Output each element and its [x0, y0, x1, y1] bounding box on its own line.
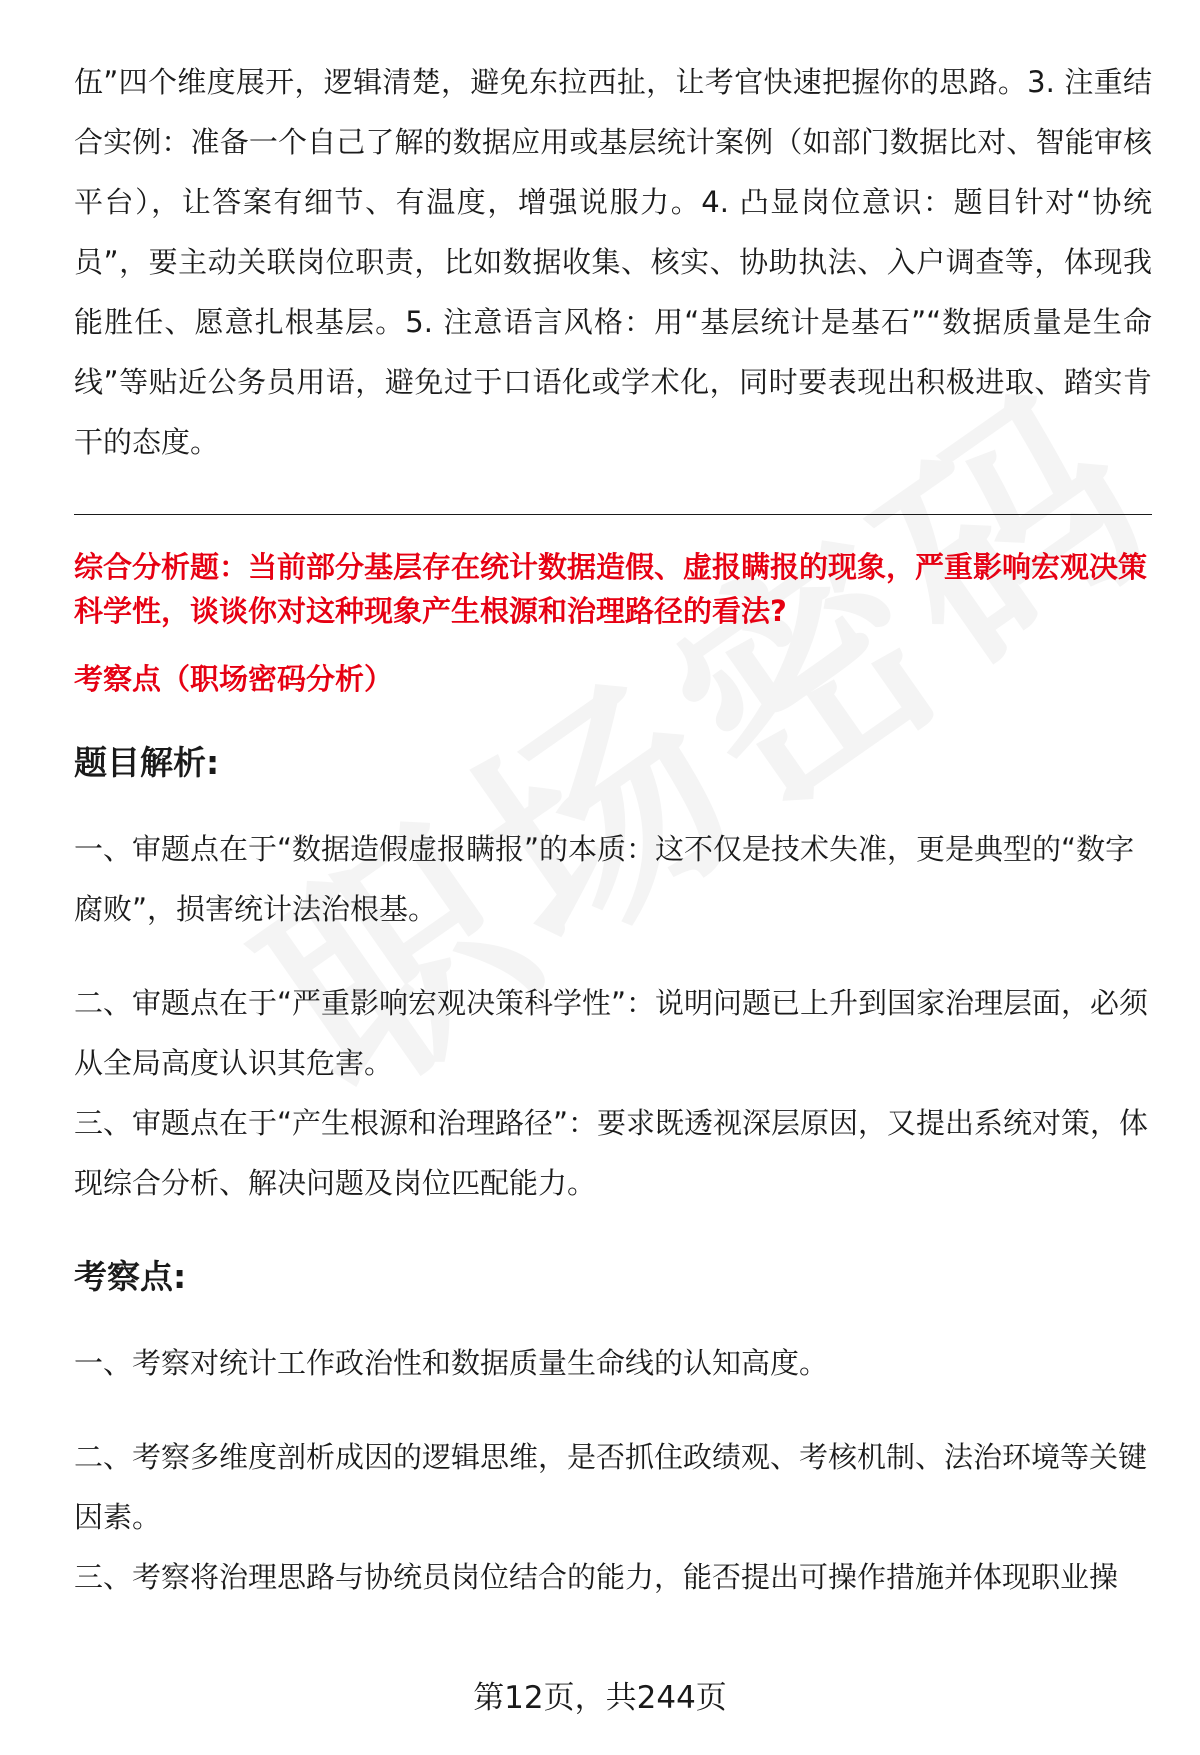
exam-point-item: 一、考察对统计工作政治性和数据质量生命线的认知高度。: [74, 1346, 829, 1380]
exam-point-item: 二、考察多维度剖析成因的逻辑思维，是否抓住政绩观、考核机制、法治环境等关键因素。: [74, 1440, 1148, 1534]
page-content: [74, 52, 1152, 1607]
section-divider: [74, 514, 1152, 515]
analysis-item: 一、审题点在于“数据造假虚报瞒报”的本质：这不仅是技术失准，更是典型的“数字腐败”，损害统计法治根基。: [74, 832, 1135, 926]
exam-point-tag: 考察点（职场密码分析）: [74, 662, 394, 696]
analysis-list: [74, 819, 1152, 1213]
analysis-item: 二、审题点在于“严重影响宏观决策科学性”：说明问题已上升到国家治理层面，必须从全局高度认识其危害。: [74, 986, 1149, 1080]
question-title: 综合分析题：当前部分基层存在统计数据造假、虚报瞒报的现象，严重影响宏观决策科学性，谈谈你对这种现象产生根源和治理路径的看法?: [74, 550, 1148, 628]
page-footer: 第12页，共244页: [473, 1680, 727, 1716]
exam-points-heading: 考察点:: [74, 1257, 187, 1296]
analysis-heading: 题目解析:: [74, 743, 220, 782]
intro-paragraph: 伍”四个维度展开，逻辑清楚，避免东拉西扯，让考官快速把握你的思路。3. 注重结合实例：准备一个自己了解的数据应用或基层统计案例（如部门数据比对、智能审核平台），让答案有细节、有温度，增强说服力。4. 凸显岗位意识：题目针对“协统员”，要主动关联岗位职责，比如数据收集、核实、协助执法、入户调查等，体现我能胜任、愿意扎根基层。5. 注意语言风格：用“基层统计是基石”“数据质量是生命线”等贴近公务员用语，避免过于口语化或学术化，同时要表现出积极进取、踏实肯干的态度。: [74, 65, 1152, 459]
exam-point-item: 三、考察将治理思路与协统员岗位结合的能力，能否提出可操作措施并体现职业操: [74, 1560, 1119, 1594]
exam-points-list: [74, 1333, 1152, 1607]
analysis-item: 三、审题点在于“产生根源和治理路径”：要求既透视深层原因，又提出系统对策，体现综合分析、解决问题及岗位匹配能力。: [74, 1106, 1149, 1200]
